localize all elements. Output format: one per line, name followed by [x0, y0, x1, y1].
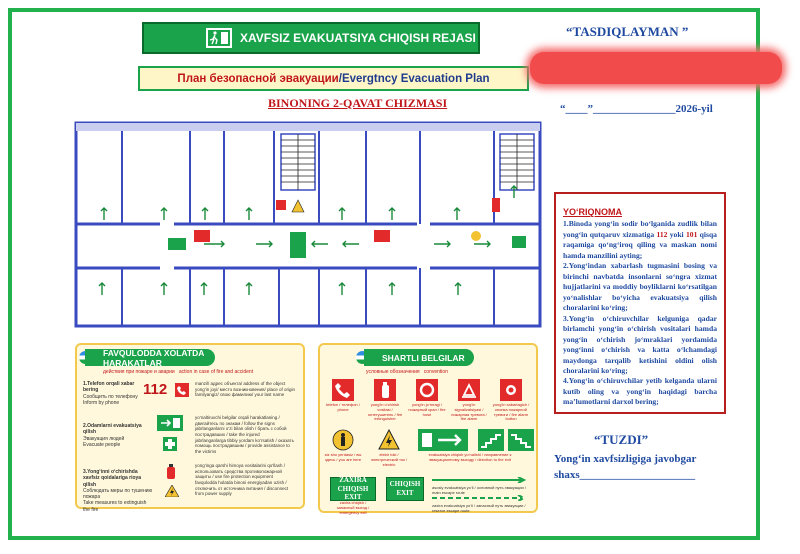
- legend-caption-alarm-button: yong‘in xabarlagich / кнопка пожарной тревоги / fire alarm button: [492, 402, 530, 422]
- you-are-here-icon: [332, 429, 354, 451]
- legend-exit-sign: CHIQISH EXIT: [386, 477, 424, 501]
- step-1-ru: Сообщить по телефону: [83, 393, 138, 400]
- legend-caption-extinguisher: yong‘in o‘chirish vositasi / огнетушитель / fire extinguisher: [367, 402, 403, 422]
- legend-panel: [318, 343, 538, 513]
- main-route-arrow-icon: [432, 477, 528, 483]
- phone-icon: [332, 379, 354, 401]
- floor-title: BINONING 2-QAVAT CHIZMASI: [268, 96, 448, 110]
- legend-caption-hose: yong‘in jo‘mragi / пожарный кран / fire hose: [408, 402, 446, 417]
- responsible-line-2: shaxs_____________________: [554, 468, 696, 481]
- step-2-detail-2: jabrlanganlarni o‘zi bilan olish / брать с собой пострадавших / take the injured: [195, 426, 287, 437]
- approve-label: “TASDIQLAYMAN ”: [566, 24, 689, 39]
- legend-emergency-exit-sign: ZAXIRA CHIQISH EXIT: [330, 477, 376, 501]
- instruction-2: 2.Yong‘indan xabarlash tugmasini bosing va birinchi navbatda insonlarni so‘ngra xizmat hujjatlarini va moddiy boyliklarni ko‘rsatilgan yo‘nalishlar bo‘yicha evakuatsiya qilish choralarini ko‘ring;: [563, 261, 717, 313]
- instruction-4: 4.Yong‘in o‘chiruvchilar yetib kelganda ularni kutib oling va yong‘in haqidagi barcha ma’lumotlarni darxol bering;: [563, 376, 717, 407]
- prepared-by-label: “TUZDI”: [594, 432, 649, 447]
- alarm-button-icon: [500, 379, 522, 401]
- legend-reserve-route: zaxira evakuatsiya yo‘li / запасный путь эвакуации / reserve escape route: [432, 503, 526, 513]
- stairwell-2: [500, 134, 534, 190]
- fire-extinguisher-icon: [374, 379, 396, 401]
- step-2-title: 2.Odamlarni evakuatsiya qilish: [83, 423, 142, 436]
- instruction-1-number-101: 101: [685, 229, 698, 239]
- instruction-1-number-112: 112: [656, 229, 668, 239]
- step-1-title: 1.Telefon orqali xabar bering: [83, 381, 135, 394]
- exit-sign-icon: [157, 415, 183, 431]
- step-2: [83, 423, 153, 448]
- step-3: [83, 469, 153, 513]
- redaction-mark: [530, 52, 782, 84]
- first-aid-icon: [163, 437, 177, 451]
- legend-caption-phone: telefon / телефон / phone: [326, 402, 360, 412]
- legend-en: convention: [423, 369, 448, 375]
- plan-subtitle-sep: /: [338, 72, 342, 85]
- plan-fire-equipment: [194, 198, 500, 242]
- plan-title-bar: [142, 22, 480, 54]
- step-1-detail-3: familyangiz/ свою фамилию/ your last name: [195, 392, 285, 398]
- step-3-details: [195, 463, 295, 497]
- phone-icon: [175, 383, 189, 397]
- instruction-3: 3.Yong‘in o‘chiruvchilar kelguniga qadar birlamchi yong‘in o‘chirish vositalari hamda yong‘in o‘chirish jo‘mraklari yordamida yong‘inni o‘chirish va katta o‘lchamdagi maydonga tarqalib ketishini oldini olish choralarini ko‘ring;: [563, 313, 717, 375]
- legend-title: SHARTLI BELGILAR: [364, 349, 474, 366]
- legend-caption-you-are-here: siz shu yerdasiz / вы здесь / you are here: [324, 452, 362, 462]
- fire-hose-icon: [416, 379, 438, 401]
- step-1-detail-1: manzil/ адрес объекта/ address of the object: [195, 381, 286, 386]
- step-3-en: Take measures to extinguish the fire: [83, 500, 147, 513]
- plan-subtitle: [138, 66, 529, 91]
- step-1-en: Inform by phone: [83, 399, 120, 406]
- step-2-detail-3: jabrlanganlarga tibbiy yordam ko‘rsatish / оказать помощь пострадавшим / provide assistance to the victims: [195, 437, 294, 454]
- responsible-line-1: Yong‘in xavfsizligiga javobgar: [554, 453, 697, 465]
- exit-running-man-icon: [206, 28, 232, 48]
- legend-caption-alarm: yong‘in signalizatsiyasi / пожарная тревога / fire alarm: [451, 402, 487, 422]
- step-1: [83, 381, 141, 406]
- instruction-1-or: yoki: [667, 229, 686, 239]
- legend-ru: условные обозначения: [366, 369, 420, 375]
- legend-main-route: asosiy evakuatsiya yo‘li / основной путь эвакуации / main escape route: [432, 485, 526, 495]
- step-3-ru: Соблюдать меры по тушению пожара: [83, 487, 153, 500]
- electric-hazard-icon: [378, 429, 400, 451]
- instruction-1: [563, 219, 717, 261]
- step-3-detail-2: favquloddа holatda binoni energiyadan uzish / отключить от источника питания / disconnect from power supply: [195, 479, 289, 497]
- evacuation-arrows: [99, 186, 517, 295]
- reserve-route-arrow-icon: [432, 495, 528, 501]
- step-1-detail-2: yong‘in joyi/ место возникновения/ place of origin: [195, 386, 295, 392]
- step-2-en: Evacuate people: [83, 441, 121, 448]
- instruction-1-text: 1.Binoda yong‘in sodir bo‘lganida zudlik bilan yong‘in qutqaruv xizmatiga: [563, 219, 717, 239]
- floor-plan: [74, 120, 542, 328]
- exit-direction-icon: [418, 429, 468, 451]
- stairs-exit-icon: [478, 429, 504, 451]
- step-3-title: 3.Yong‘inni o‘chirishda xavfsiz qoidalariga rioya qilish: [83, 469, 142, 488]
- step-2-details: [195, 415, 295, 454]
- step-2-detail-1: yo‘naltiruvchi belgilar orqali harakatlaning / двигайтесь по знакам / follow the signs: [195, 415, 280, 426]
- plan-title: XAVFSIZ EVAKUATSIYA CHIQISH REJASI: [240, 31, 476, 45]
- legend-subtitles: [366, 369, 448, 375]
- step-1-details: [195, 381, 295, 398]
- fire-extinguisher-icon: [165, 463, 177, 479]
- approve-date-line: “____”_______________2026-yil: [560, 103, 713, 115]
- step-3-detail-1: yong‘inga qarshi himoya vositalarini qo‘llash / использовать средства противопожарной защиты / use fire protection equipment: [195, 463, 286, 480]
- instructions-box: [554, 192, 726, 414]
- emergency-actions-panel: [75, 343, 305, 513]
- emergency-actions-en: action in case of fire and accident: [178, 369, 254, 375]
- stairs-exit-icon: [508, 429, 534, 451]
- instruction-1-rest: qisqa raqamiga qo‘ng‘iroq qiling va maskan nomi hamda manzilini ayting;: [563, 229, 717, 260]
- legend-caption-exit-direction: evakuatsiya chiqish yo‘nalishi / направление к эвакуационному выходу / direction to the exit: [428, 452, 512, 462]
- step-2-ru: Эвакуация людей: [83, 435, 125, 442]
- plan-subtitle-en: Evergtncy Evacuation Plan: [341, 72, 490, 85]
- stairwell-1: [281, 134, 315, 190]
- instructions-heading: YO‘RIQNOMA: [563, 207, 623, 217]
- emergency-actions-title: FAVQULODDA XOLATDA HARAKATLAR: [85, 349, 215, 366]
- legend-caption-emergency-exit: zaxira chiqish / запасный выход / emergency exit: [336, 500, 370, 515]
- fire-alarm-icon: [458, 379, 480, 401]
- emergency-actions-subtitles: [103, 369, 253, 375]
- electric-hazard-icon: [165, 485, 179, 497]
- emergency-phone-number: 112: [143, 381, 168, 398]
- responsible-person: [554, 452, 696, 484]
- legend-caption-electric: elektr toki / электрический ток / electric: [370, 452, 408, 467]
- plan-subtitle-ru: План безопасной эвакуации: [177, 72, 339, 85]
- emergency-actions-ru: действия при пожаре и аварии: [103, 369, 175, 375]
